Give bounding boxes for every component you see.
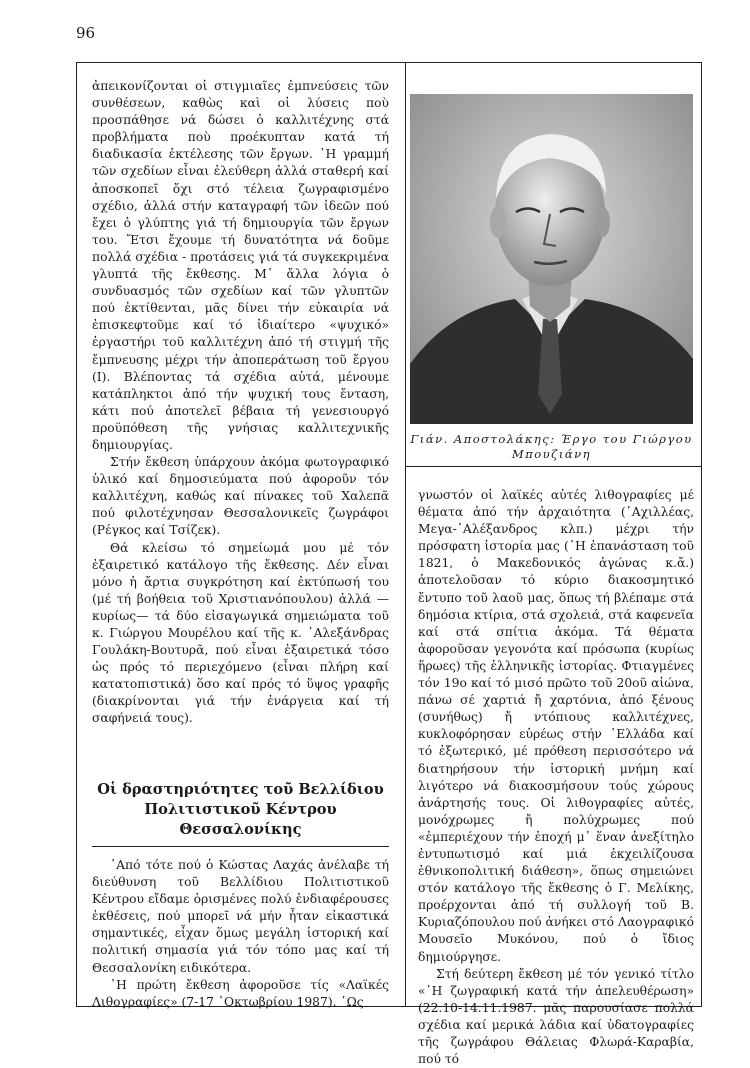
section-heading: Οἱ δραστηριότητες τοῦ Βελλίδιου Πολιτιστικοῦ Κέντρου Θεσσαλονίκης — [97, 781, 384, 838]
paragraph: ἀπεικονίζονται οἱ στιγμιαῖες ἐμπνεύσεις τῶν συνθέσεων, καθὼς καὶ οἱ λύσεις ποὺ προσπάθησε νά δώσει ὁ καλλιτέχνης στά προβλήματα ποὺ προέκυπταν κατά τή διαδικασία ἐκτέλεσης τῶν ἔργων. ῾Η γραμμή τῶν σχεδίων εἶναι ἐλεύθερη ἀλλά σταθερή καί ἀποσκοπεῖ ὄχι στό τέλεια ζωγραφισμένο σχέδιο, ἀλλά στήν καταγραφή τῶν ἰδεῶν πού ἔχει ὁ γλύπτης γιά τή δημιουργία τῶν ἔργων του. Ἔτσι ἔχουμε τή δυνατότητα νά δοῦμε πολλά σχέδια - προτάσεις γιά τά συγκεκριμένα γλυπτά τῆς ἔκθεσης. Μ᾿ ἄλλα λόγια ὁ συνδυασμός τῶν σχεδίων καί τῶν γλυπτῶν πού ἐκτίθενται, μᾶς δίνει τήν εὐκαιρία νά ἐπισκεφτοῦμε καί τό ἰδιαίτερο «ψυχικό» ἐργαστήρι τοῦ καλλιτέχνη ἀπό τή στιγμή τῆς ἔμπνευσης μέχρι τήν ἀποπεράτωση τοῦ ἔργου (Ι). Βλέποντας τά σχέδια αὐτά, μένουμε κατάπληκτοι ἀπό τήν ψυχική τους ἔνταση, κάτι πού ἀποτελεῖ βέβαια τή γενεσιουργό προϋπόθεση τῆς γνήσιας καλλιτεχνικῆς δημιουργίας. — [92, 79, 389, 452]
left-text-block — [92, 78, 389, 728]
figure-caption: Γιάν. Αποστολάκης: Έργο του Γιώργου Μπουζιάνη — [410, 432, 693, 461]
heading-rule — [92, 846, 389, 847]
paragraph: γνωστόν οἱ λαϊκές αὐτές λιθογραφίες μέ θέματα ἀπό τήν ἀρχαιότητα (᾿Αχιλλέας, Μεγα-᾿Αλέξανδρος κλπ.) μέχρι τήν πρόσφατη ἱστορία μας (῾Η ἐπανάσταση τοῦ 1821, ὁ Μακεδονικός ἀγώνας κ.ἄ.) ἀποτελοῦσαν τό κύριο διακοσμητικό ἔντυπο τοῦ λαοῦ μας, ὅπως τή βλέπαμε στά δημόσια κτίρια, στά σχολειά, στά καφενεῖα καί στά σπίτια ἀκόμα. Τά θέματα ἀφοροῦσαν γεγονότα καί πρόσωπα (κυρίως ἥρωες) τῆς ἑλληνικῆς ἱστορίας. Φτιαγμένες τόν 19ο καί τό μισό πρῶτο τοῦ 20οῦ αἰώνα, πάνω σέ χαρτιά ἤ χαρτόνια, ἀπό ξένους (συνήθως) ἤ ντόπιους καλλιτέχνες, κυκλοφόρησαν εὐρέως στήν ῾Ελλάδα καί τό ἐξωτερικό, μέ πρόθεση περισσότερο νά διατηρήσουν τήν ἱστορική μνήμη καί λιγότερο νά διακοσμήσουν τούς χώρους ἀνάρτησής τους. Οἱ λιθογραφίες αὐτές, μονόχρωμες ἤ πολύχρωμες πού «ἐμπεριέχουν τήν ἐποχή μ᾿ ἕναν ἀνεξίτηλο ἐντυπωτισμό καί μιά ἐκχειλίζουσα ἐθνικοπολιτική διάθεση», ὅπως σημειώνει στόν κατάλογο τῆς ἔκθεσης ὁ Γ. Μελίκης, προέρχονται ἀπό τή συλλογή τοῦ Β. Κυριαζόπουλου πού ἀνήκει στό Λαογραφικό Μουσεῖο Μυκόνου, πού ὁ ἴδιος δημιούργησε. — [418, 488, 694, 964]
right-column — [418, 487, 694, 1067]
paragraph: ῾Η πρώτη ἔκθεση ἀφοροῦσε τίς «Λαϊκές Λιθογραφίες» (7-17 ᾿Οκτωβρίου 1987). ῾Ως — [92, 977, 389, 1009]
left-column — [92, 78, 389, 1035]
paragraph: ᾿Από τότε πού ὁ Κώστας Λαχάς ἀνέλαβε τή διεύθυνση τοῦ Βελλίδιου Πολιτιστικοῦ Κέντρου εἴδαμε ὁρισμένες πολύ ἐνδιαφέρουσες ἐκθέσεις, πού μπορεῖ νά μήν ἦταν εἰκαστικά σημαντικές, εἶχαν ὅμως μεγάλη ἱστορική καί πολιτική σημασία γιά τόν τόπο μας καί τή Θεσσαλονίκη ειδικότερα. — [92, 858, 389, 975]
paragraph: Στή δεύτερη ἔκθεση μέ τόν γενικό τίτλο «῾Η ζωγραφική κατά τήν ἀπελευθέρωση» (22.10-14.11.1987. μᾶς παρουσίασε πολλά σχέδια καί μερικά λάδια καί ὑδατογραφίες τῆς ζωγράφου Θάλειας Φλωρά-Καραβία, πού τό — [418, 966, 694, 1067]
paragraph: Στήν ἔκθεση ὑπάρχουν ἀκόμα φωτογραφικό ὑλικό καί δημοσιεύματα πού ἀφοροῦν τόν καλλιτέχνη, καθώς καί πίνακες τοῦ Χαλεπᾶ πού φιλοτέχνησαν Θεσσαλονικεῖς ζωγράφοι (Ρέγκος καί Τσίζεκ). — [92, 455, 389, 538]
portrait-photo — [410, 94, 693, 424]
caption-rule — [405, 466, 702, 467]
section-text-block — [92, 857, 389, 1035]
page-number: 96 — [76, 24, 96, 42]
column-divider — [405, 62, 406, 1007]
paragraph: Θά κλείσω τό σημείωμά μου μέ τόν ἐξαιρετικό κατάλογο τῆς ἔκθεσης. Δέν εἶναι μόνο ἡ ἄρτια συγκρότηση καί ἐκτύπωσή του (μέ τή βοήθεια τοῦ Χριστιανόπουλου) ἀλλά —κυρίως— τά δύο εἰσαγωγικά σημειώματα τοῦ κ. Γιώργου Μουρέλου καί τῆς κ. ᾿Αλεξάνδρας Γουλάκη-Βουτυρᾶ, πού εἶναι ἐξαιρετικά τόσο ὡς πρός τό περιεχόμενο (εἶναι πλήρη καί κατατοπιστικά) ὅσο καί πρός τό ὕψος γραφῆς (διακρίνονται γιά τήν ἐνάργεια καί τή σαφήνειά τους). — [92, 540, 389, 726]
